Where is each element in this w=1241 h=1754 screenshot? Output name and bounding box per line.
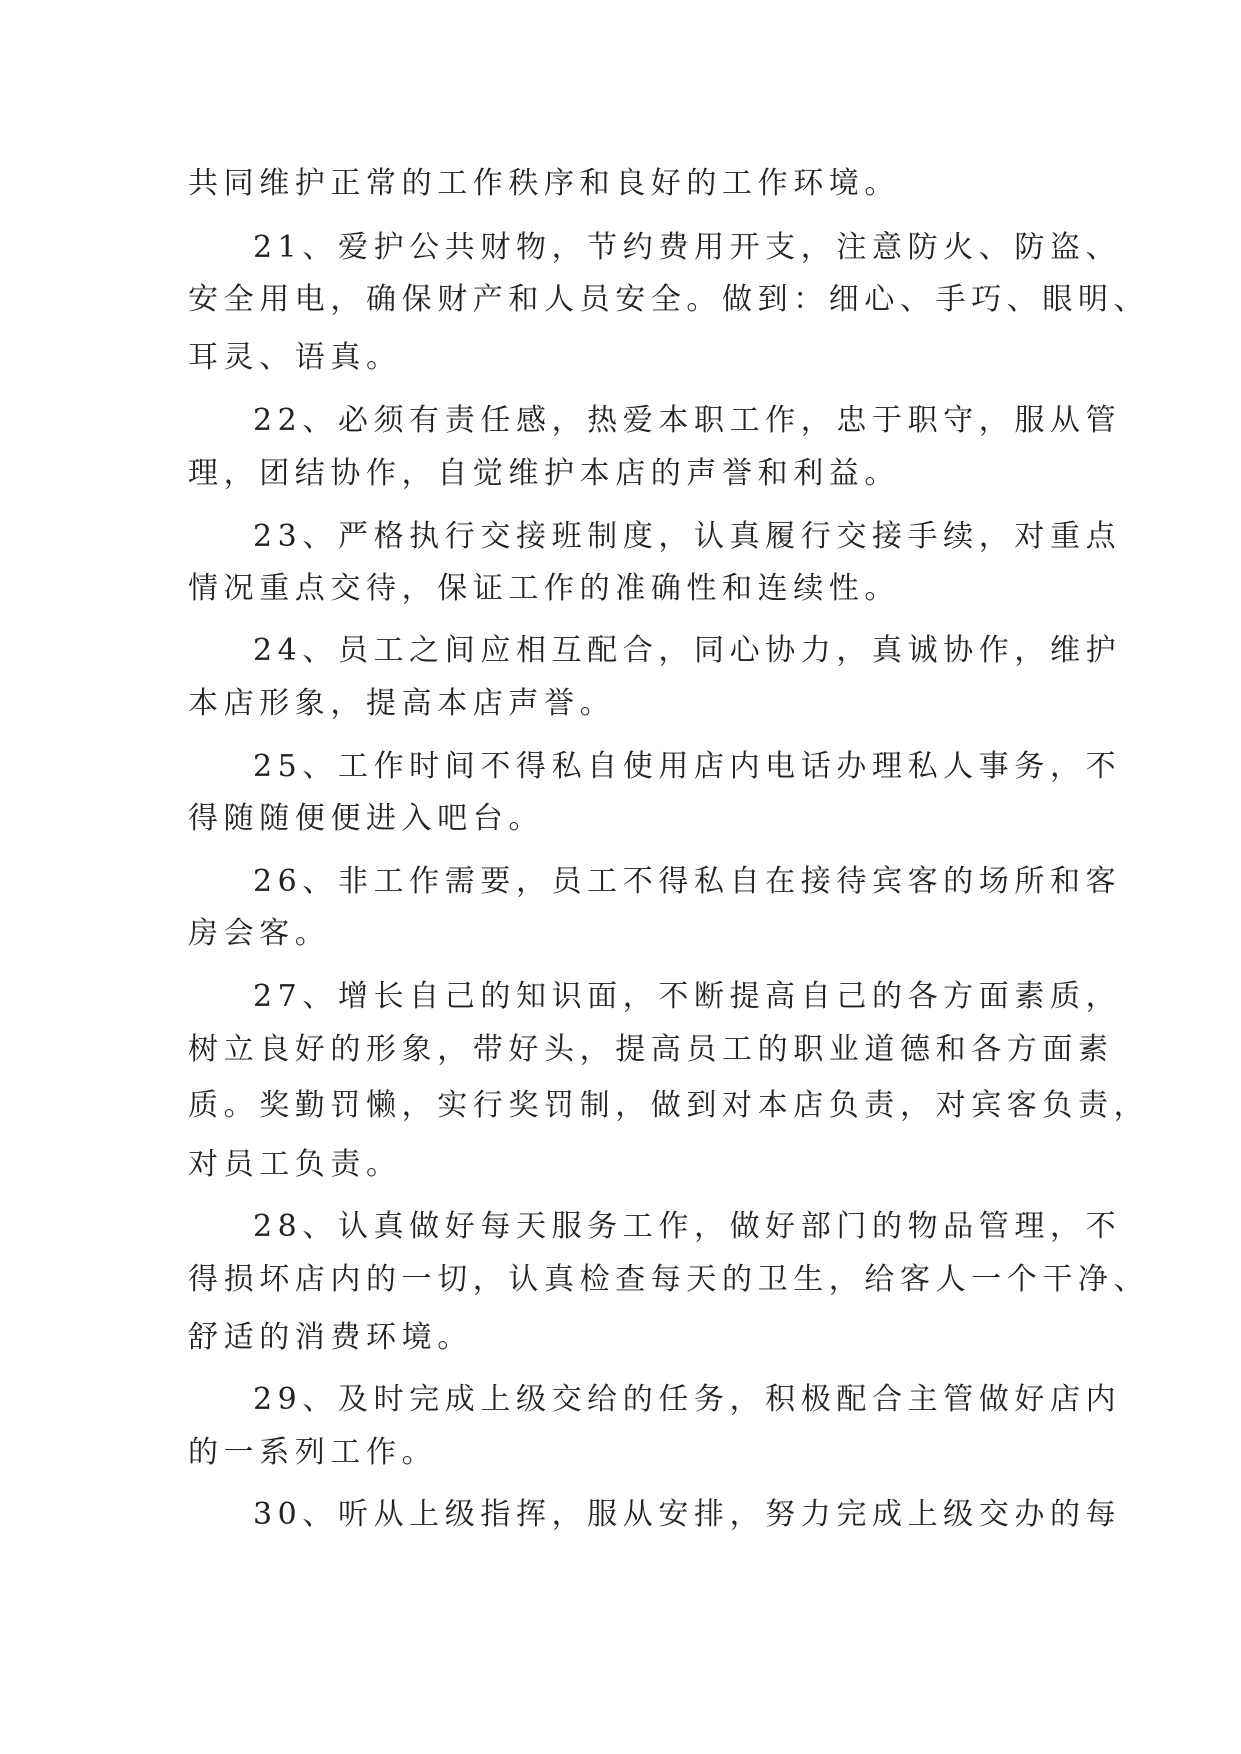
text-line: 21、爱护公共财物，节约费用开支，注意防火、防盗、 [253,230,1122,265]
text-line: 27、增长自己的知识面，不断提高自己的各方面素质， [253,979,1122,1014]
text-line: 耳灵、语真。 [188,340,402,375]
text-line: 舒适的消费环境。 [188,1320,473,1355]
text-line: 得损坏店内的一切，认真检查每天的卫生，给客人一个干净、 [188,1262,1150,1297]
text-line: 理，团结协作，自觉维护本店的声誉和利益。 [188,456,900,491]
text-line: 23、严格执行交接班制度，认真履行交接手续，对重点 [253,519,1122,554]
text-line: 对员工负责。 [188,1147,402,1182]
text-line: 本店形象，提高本店声誉。 [188,686,616,721]
text-line: 24、员工之间应相互配合，同心协力，真诚协作，维护 [253,633,1122,668]
text-line: 树立良好的形象，带好头，提高员工的职业道德和各方面素 [188,1032,1114,1067]
text-line: 26、非工作需要，员工不得私自在接待宾客的场所和客 [253,864,1122,899]
text-line: 的一系列工作。 [188,1435,438,1470]
text-line: 22、必须有责任感，热爱本职工作，忠于职守，服从管 [253,403,1122,438]
text-line: 质。奖勤罚懒，实行奖罚制，做到对本店负责，对宾客负责， [188,1088,1150,1123]
text-line: 安全用电，确保财产和人员安全。做到：细心、手巧、眼明、 [188,282,1150,317]
text-line: 30、听从上级指挥，服从安排，努力完成上级交办的每 [253,1497,1122,1532]
text-line: 房会客。 [188,916,331,951]
text-line: 25、工作时间不得私自使用店内电话办理私人事务，不 [253,749,1122,784]
text-line: 28、认真做好每天服务工作，做好部门的物品管理，不 [253,1209,1122,1244]
text-line: 29、及时完成上级交给的任务，积极配合主管做好店内 [253,1382,1122,1417]
text-line: 得随随便便进入吧台。 [188,801,544,836]
text-line: 情况重点交待，保证工作的准确性和连续性。 [188,571,900,606]
text-line: 共同维护正常的工作秩序和良好的工作环境。 [188,166,900,201]
